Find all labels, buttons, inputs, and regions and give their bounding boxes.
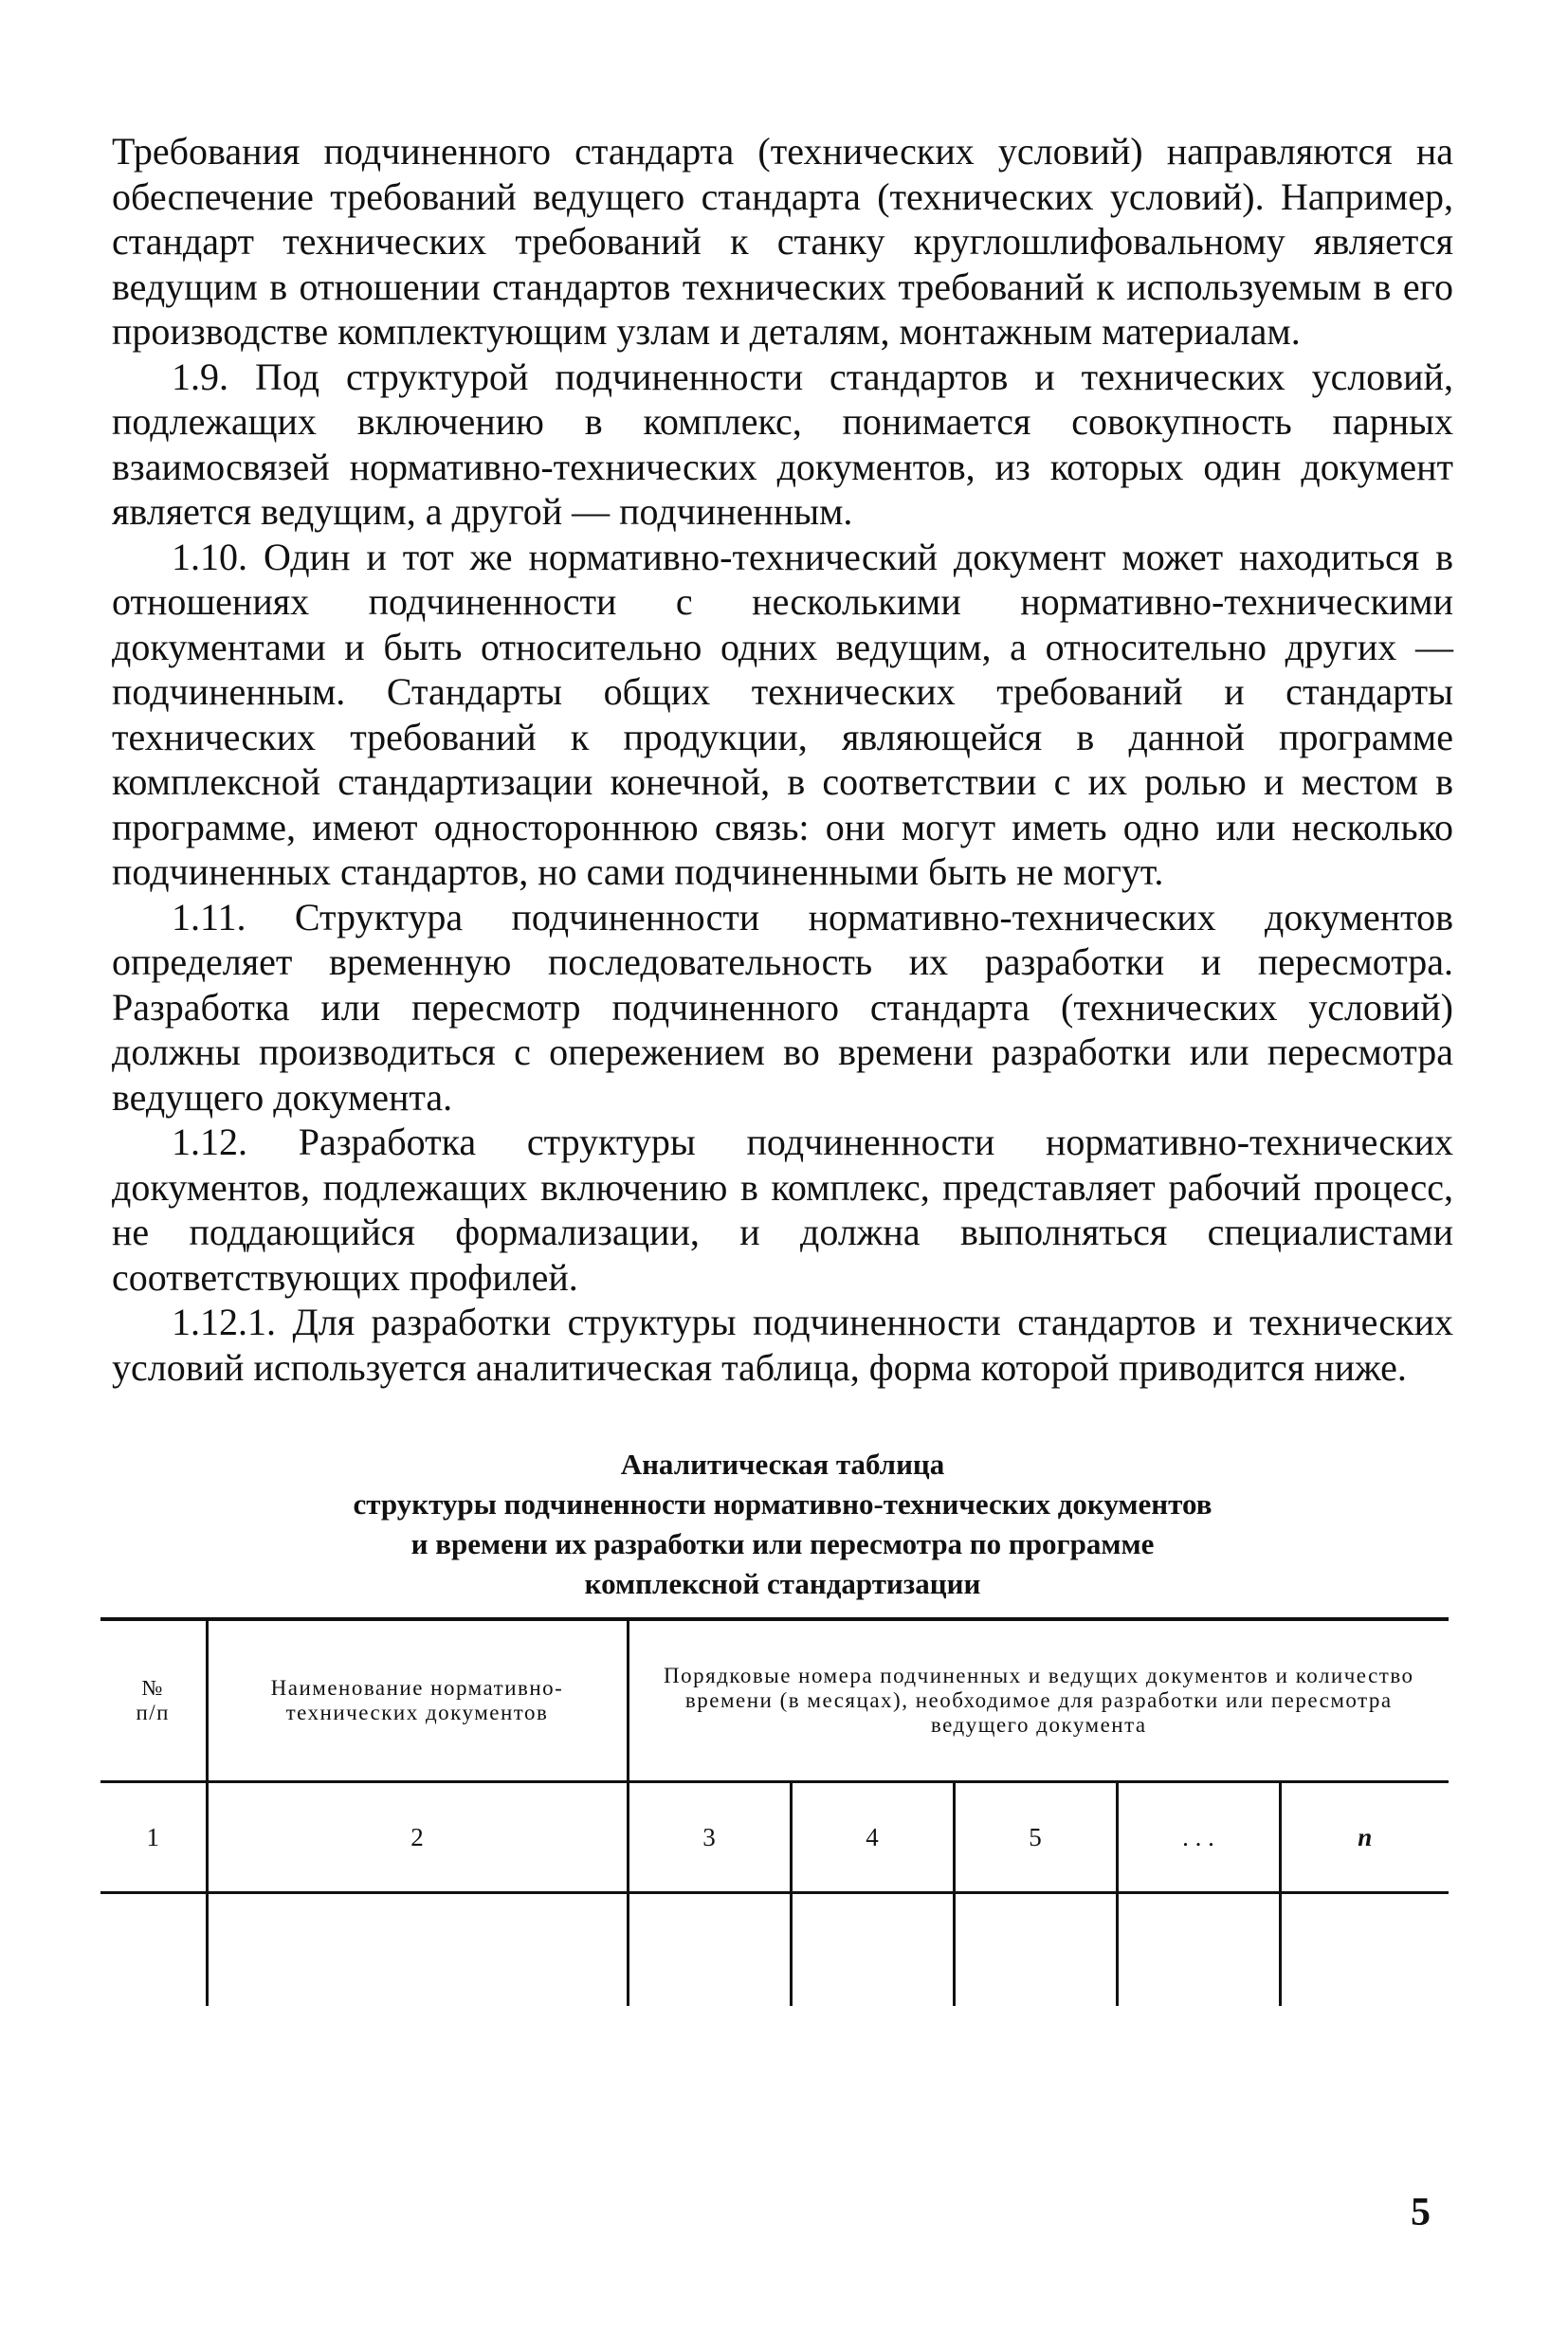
paragraph-1-11: 1.11. Структура подчиненности нормативно-технических документов определяет временную последовательность их разработки и пересмотра. Разработка или пересмотр подчиненного стандарта (технических условий) должны производиться с опережением во времени разработки или пересмотра ведущего документа. <box>112 895 1453 1119</box>
header-name: Наименование нормативно-технических документов <box>207 1619 628 1782</box>
col-number: 2 <box>207 1782 628 1893</box>
paragraph-1-9: 1.9. Под структурой подчиненности стандартов и технических условий, подлежащих включению в комплекс, понимается совокупность парных взаимосвязей нормативно-технических документов, из которых один документ является ведущим, а другой — подчиненным. <box>112 355 1453 533</box>
caption-line: комплексной стандартизации <box>584 1567 981 1600</box>
empty-cell <box>628 1893 791 2007</box>
empty-cell <box>207 1893 628 2007</box>
page-body <box>112 129 1453 2006</box>
col-number: . . . <box>1117 1782 1280 1893</box>
paragraph-1-12-1: 1.12.1. Для разработки структуры подчиненности стандартов и технических условий используется аналитическая таблица, форма которой приводится ниже. <box>112 1301 1453 1389</box>
col-number: 3 <box>628 1782 791 1893</box>
table-header-row <box>100 1619 1449 1782</box>
page-number: 5 <box>1411 2191 1431 2234</box>
header-order: Порядковые номера подчиненных и ведущих документов и количество времени (в месяцах), необходимое для разработки или пересмотра ведущего документа <box>628 1619 1449 1782</box>
col-number: 1 <box>100 1782 207 1893</box>
empty-cell <box>1117 1893 1280 2007</box>
paragraph-intro: Требования подчиненного стандарта (технических условий) направляются на обеспечение требований ведущего стандарта (технических условий). Например, стандарт технических требований к станку круглошлифовальному является ведущим в отношении стандартов технических требований к используемым в его производстве комплектующим узлам и деталям, монтажным материалам. <box>112 130 1453 353</box>
empty-cell <box>1280 1893 1449 2007</box>
empty-cell <box>791 1893 954 2007</box>
col-number: n <box>1280 1782 1449 1893</box>
empty-cell <box>100 1893 207 2007</box>
analytic-table <box>100 1617 1449 2006</box>
paragraph-1-10: 1.10. Один и тот же нормативно-технический документ может находиться в отношениях подчиненности с несколькими нормативно-техническими документами и быть относительно одних ведущим, а относительно других — подчиненным. Стандарты общих технических требований и стандарты технических требований к продукции, являющейся в данной программе комплексной стандартизации конечной, в соответствии с их ролью и местом в программе, имеют одностороннюю связь: они могут иметь одно или несколько подчиненных стандартов, но сами подчиненными быть не могут. <box>112 535 1453 893</box>
col-number: 4 <box>791 1782 954 1893</box>
header-num: № п/п <box>100 1619 207 1782</box>
col-number: 5 <box>954 1782 1117 1893</box>
caption-line: структуры подчиненности нормативно-технических документов <box>353 1487 1212 1521</box>
caption-line: Аналитическая таблица <box>620 1448 945 1481</box>
empty-cell <box>954 1893 1117 2007</box>
table-caption <box>112 1445 1453 1604</box>
caption-line: и времени их разработки или пересмотра по программе <box>410 1527 1155 1560</box>
table-empty-row <box>100 1893 1449 2007</box>
paragraph-1-12: 1.12. Разработка структуры подчиненности нормативно-технических документов, подлежащих включению в комплекс, представляет рабочий процесс, не поддающийся формализации, и должна выполняться специалистами соответствующих профилей. <box>112 1121 1453 1299</box>
table-number-row <box>100 1782 1449 1893</box>
